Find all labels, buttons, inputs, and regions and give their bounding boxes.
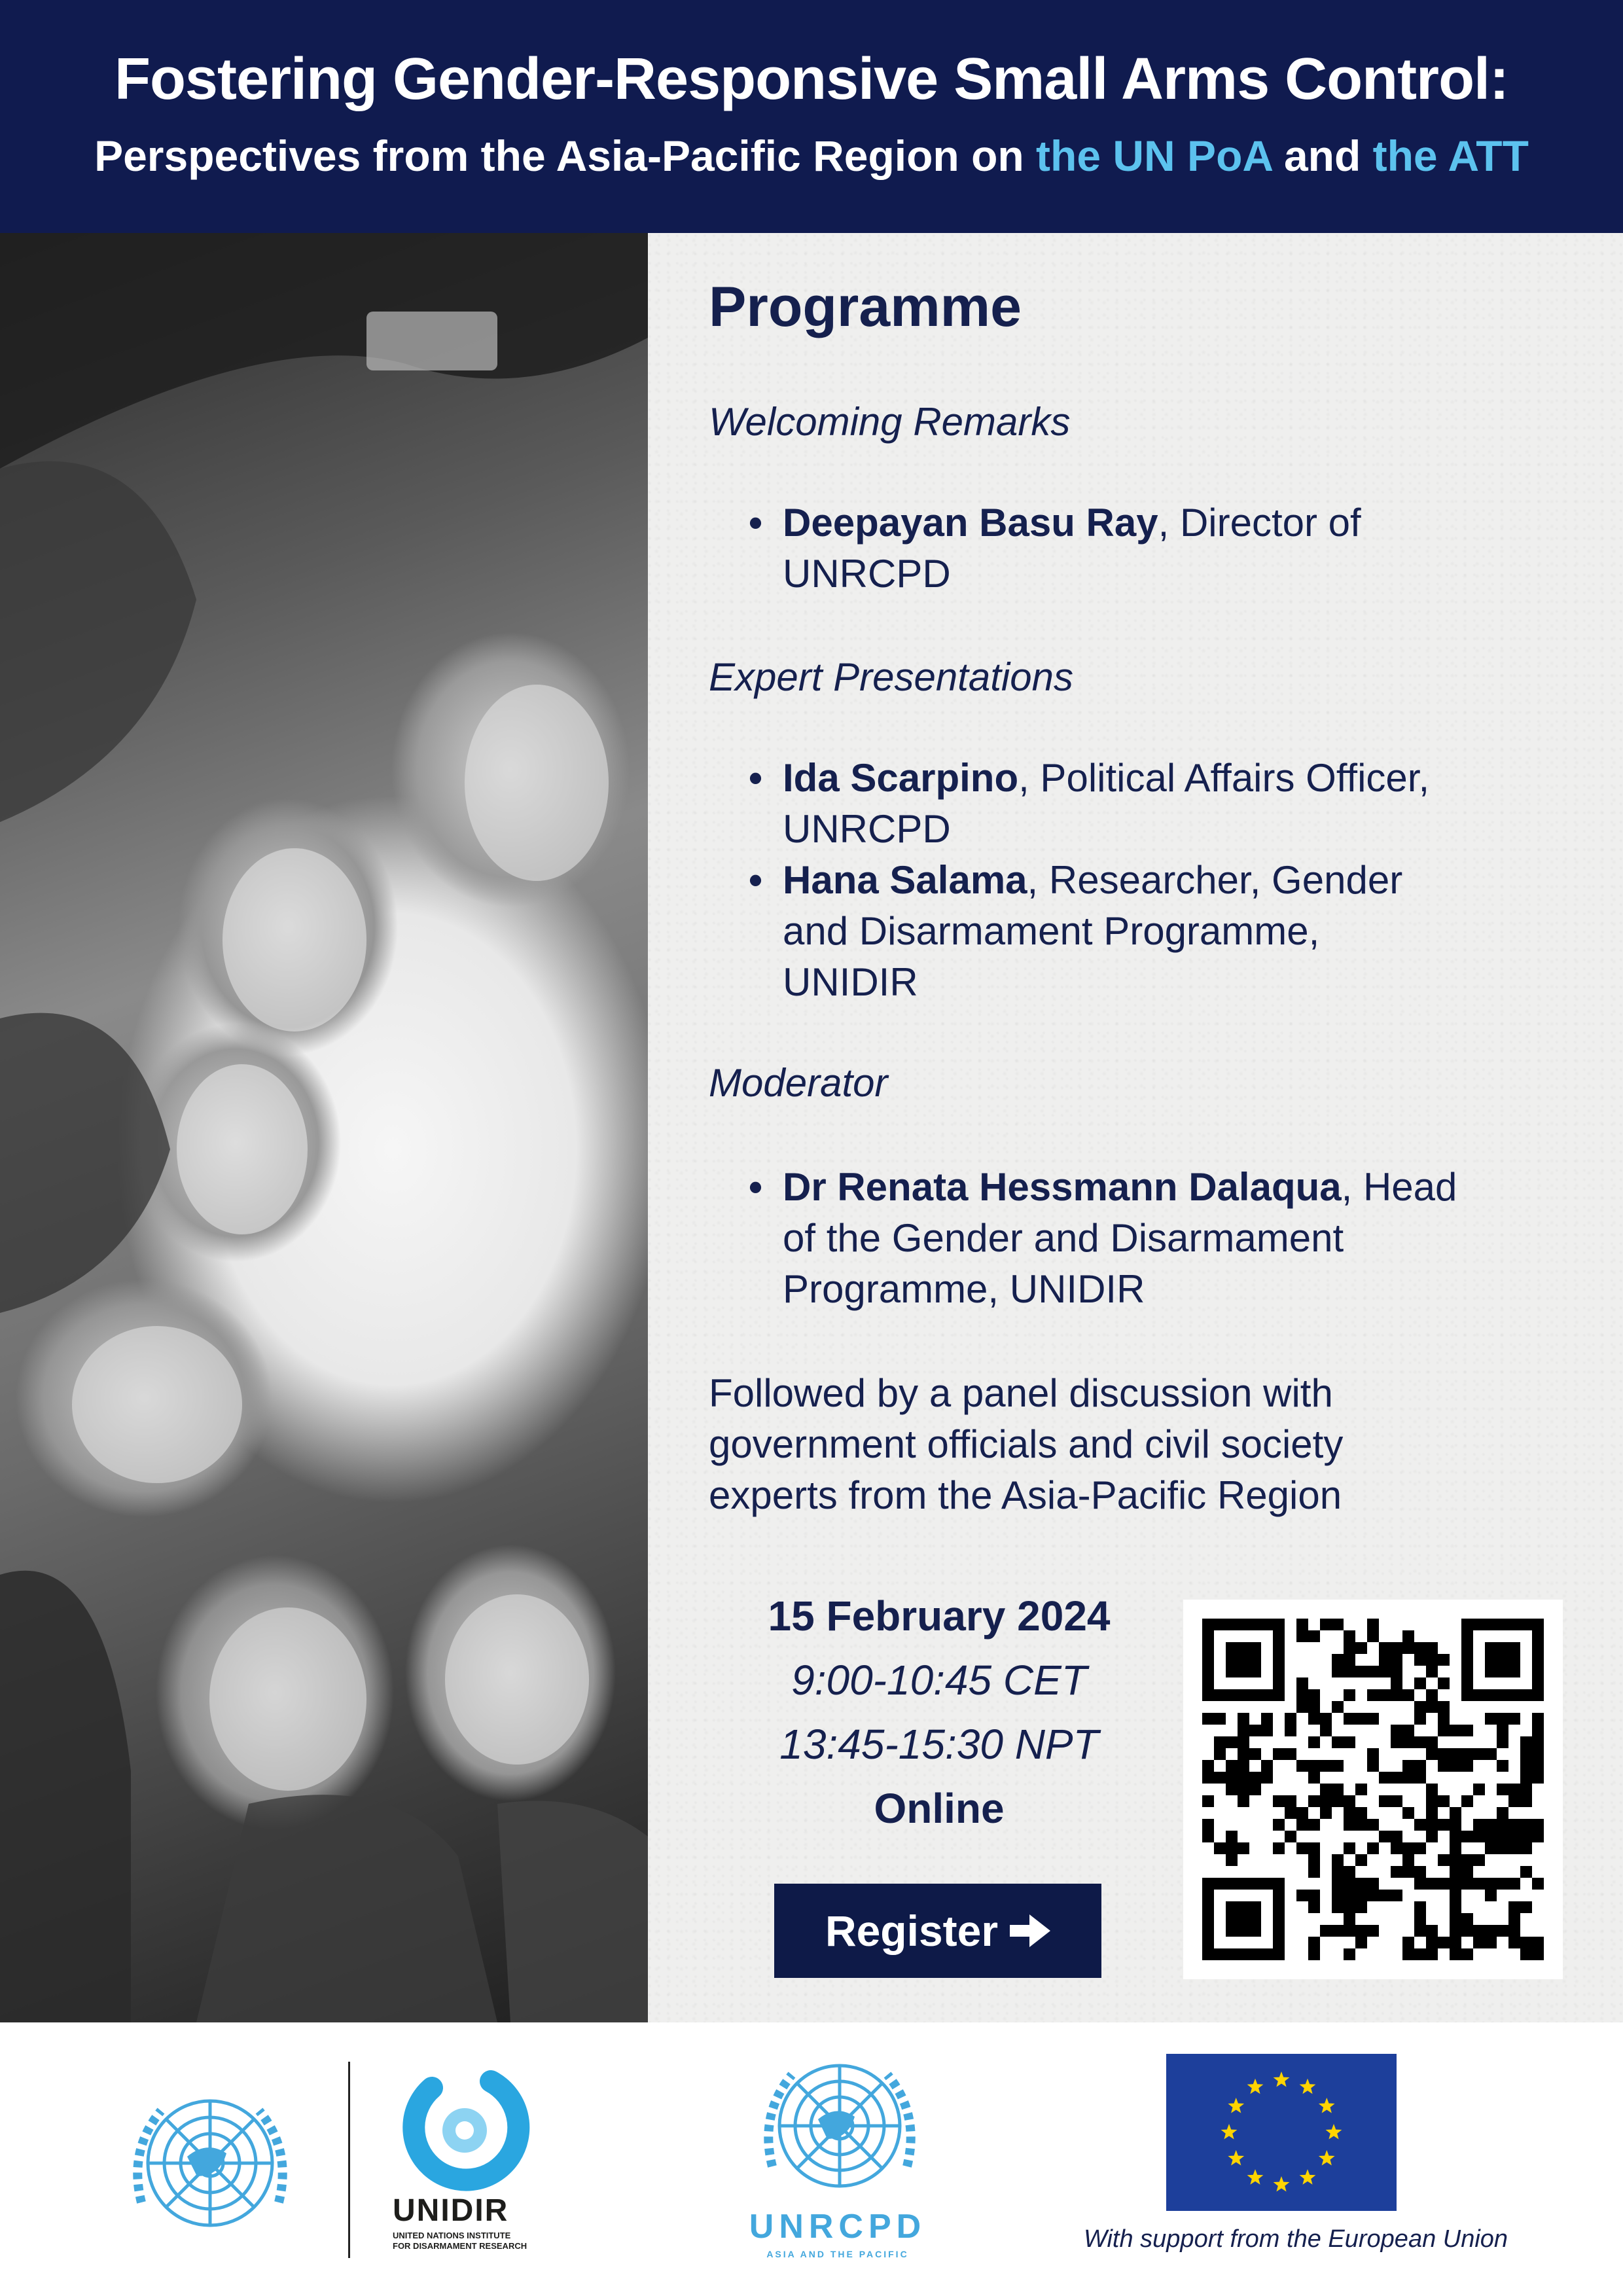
group-photo [0,233,648,2022]
event-time-npt: 13:45-15:30 NPT [779,1721,1099,1768]
event-title: Fostering Gender-Responsive Small Arms Control: [114,46,1509,112]
highlight-un-poa: the UN PoA [1036,132,1272,180]
eu-flag-icon [1166,2054,1397,2211]
unrcpd-subtitle: ASIA AND THE PACIFIC [766,2249,909,2259]
register-label: Register [825,1907,999,1955]
bullet-icon: • [749,858,763,902]
section-heading-welcoming: Welcoming Remarks [709,400,1071,444]
bullet-icon: • [749,756,763,800]
unrcpd-name: UNRCPD [749,2208,927,2246]
event-location: Online [874,1785,1005,1832]
eu-support-caption: With support from the European Union [1083,2225,1508,2253]
qr-code[interactable] [1183,1600,1563,1979]
register-button[interactable] [774,1884,1101,1978]
unidir-name: UNIDIR [393,2193,509,2228]
logo-divider [348,2062,350,2258]
arrow-right-icon [1010,1914,1050,1947]
programme-title: Programme [709,276,1022,338]
speaker-item: • Deepayan Basu Ray, Director of UNRCPD [783,497,1581,600]
event-time-cet: 9:00-10:45 CET [791,1657,1087,1704]
event-date: 15 February 2024 [768,1592,1111,1640]
speaker-item: • Dr Renata Hessmann Dalaqua, Head of the Gender and Disarmament Programme, UNIDIR [783,1162,1581,1315]
photo-shapes [0,233,648,2022]
bullet-icon: • [749,501,763,545]
panel-discussion-note: Followed by a panel discussion with government officials and civil society experts from the Asia-Pacific Region [709,1371,1344,1517]
section-heading-moderator: Moderator [709,1061,888,1105]
qr-code-icon [1183,1600,1563,1979]
speaker-item: • Ida Scarpino, Political Affairs Officer, UNRCPD [783,753,1581,855]
bullet-icon: • [749,1165,763,1209]
highlight-att: the ATT [1372,132,1529,180]
event-details [710,1584,1168,1840]
un-emblem-icon [115,2078,305,2268]
unidir-subtitle: UNITED NATIONS INSTITUTE FOR DISARMAMENT RESEARCH [393,2231,527,2251]
header-banner [0,0,1623,233]
speaker-item: • Hana Salama, Researcher, Gender and Disarmament Programme, UNIDIR [783,855,1581,1008]
unrcpd-emblem-icon [745,2049,935,2206]
event-subtitle: Perspectives from the Asia-Pacific Region on the UN PoA and the ATT [94,132,1529,180]
section-heading-experts: Expert Presentations [709,655,1073,699]
